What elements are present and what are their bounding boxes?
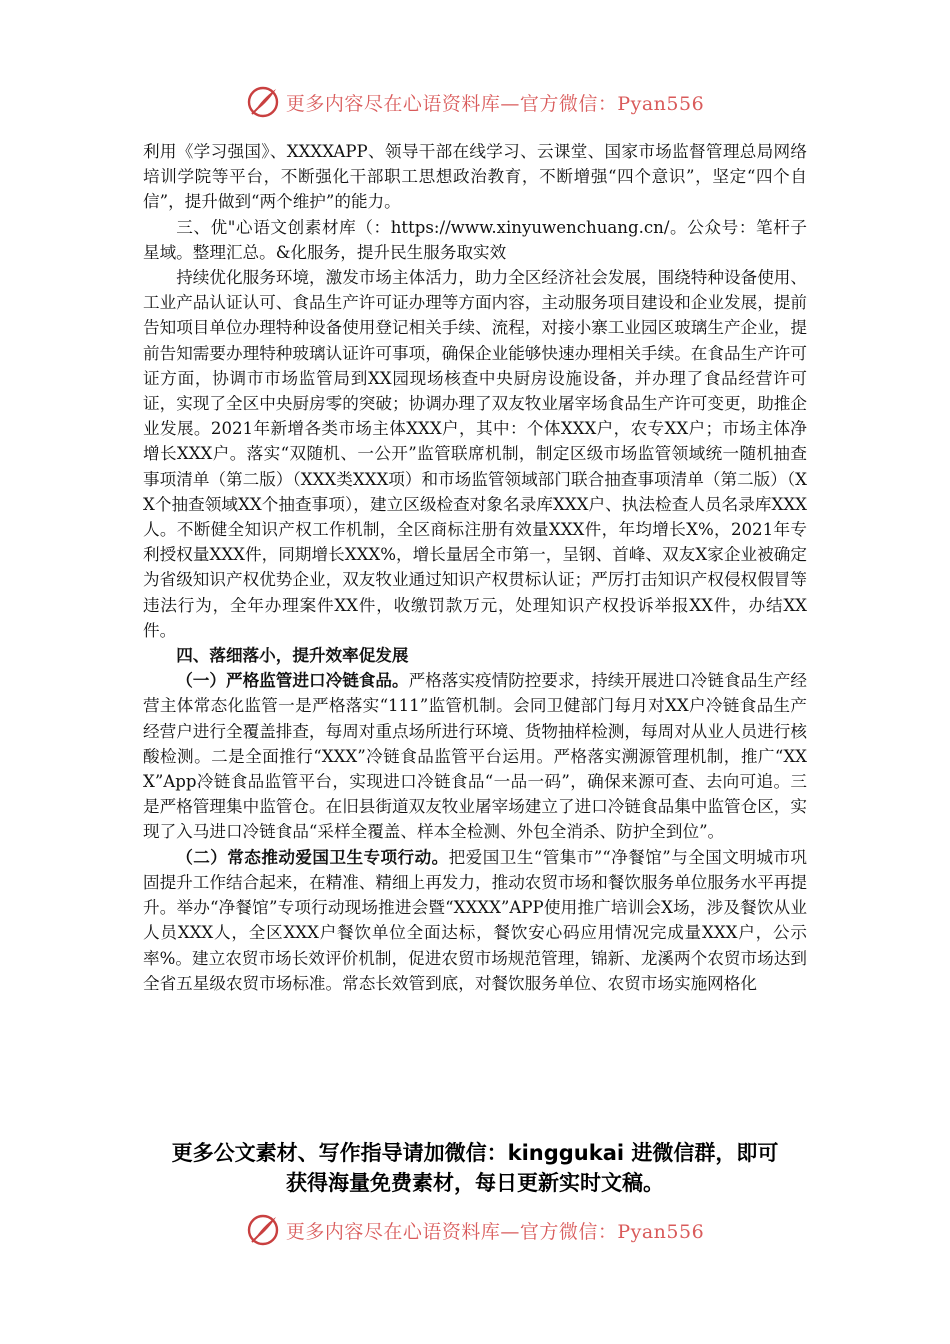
banner-text: 更多内容尽在心语资料库—官方微信：Pyan556 [285,92,705,115]
promo-line-2: 获得海量免费素材，每日更新实时文稿。 [286,1171,664,1195]
document-body [143,139,807,996]
banner-text: 更多内容尽在心语资料库—官方微信：Pyan556 [285,1220,705,1243]
section-heading-3: 三、优"心语文创素材库（：https://www.xinyuwenchuang.cn/。公众号：笔杆子星域。整理汇总。&化服务，提升民生服务取实效 [143,217,807,262]
paragraph-hygiene [143,845,807,996]
paragraph-intro: 利用《学习强国》、XXXXAPP、领导干部在线学习、云课堂、国家市场监督管理总局网络培训学院等平台，不断强化干部职工思想政治教育，不断增强“四个意识”，坚定“四个自信”，提升做到“两个维护”的能力。 [143,142,807,212]
subheading-cold-chain: （一）严格监管进口冷链食品。 [176,670,409,691]
quill-logo-icon [246,1213,280,1247]
paragraph-cold-chain [143,668,807,844]
quill-logo-icon [246,85,280,119]
footer-banner [0,1210,950,1250]
paragraph-service: 持续优化服务环境，激发市场主体活力，助力全区经济社会发展，围绕特种设备使用、工业产品认证认可、食品生产许可证办理等方面内容，主动服务项目建设和企业发展，提前告知项目单位办理特种设备使用登记相关手续、流程，对接小寨工业园区玻璃生产企业，提前告知需要办理特种玻璃认证许可事项，确保企业能够快速办理相关手续。在食品生产许可证方面，协调市市场监管局到XX园现场核查中央厨房设施设备，并办理了食品经营许可证，实现了全区中央厨房零的突破；协调办理了双友牧业屠宰场食品生产许可变更，助推企业发展。2021年新增各类市场主体XXX户，其中：个体XXX户，农专XX户；市场主体净增长XXX户。落实“双随机、一公开”监管联席机制，制定区级市场监管领域统一随机抽查事项清单（第二版）（XXX类XXX项）和市场监管领域部门联合抽查事项清单（第二版）（XX个抽查领域XX个抽查事项），建立区级检查对象名录库XXX户、执法检查人员名录库XXX人。不断健全知识产权工作机制，全区商标注册有效量XXX件，年均增长X%，2021年专利授权量XXX件，同期增长XXX%，增长量居全市第一，呈钢、首峰、双友X家企业被确定为省级知识产权优势企业，双友牧业通过知识产权贯标认证；严厉打击知识产权侵权假冒等违法行为，全年办理案件XX件，收缴罚款万元，处理知识产权投诉举报XX件，办结XX件。 [143,268,807,640]
promo-line-1: 更多公文素材、写作指导请加微信：kinggukai 进微信群，即可 [171,1141,779,1165]
promo-block [120,1138,830,1198]
cold-chain-text: 严格落实疫情防控要求，持续开展进口冷链食品生产经营主体常态化监管一是严格落实“111”监管机制。会同卫健部门每月对XX户冷链食品生产经营户进行全覆盖排查，每周对重点场所进行环境、货物抽样检测，每周对从业人员进行核酸检测。二是全面推行“XXX”冷链食品监管平台运用。严格落实溯源管理机制，推广“XXX”App冷链食品监管平台，实现进口冷链食品“一品一码”，确保来源可查、去向可追。三是严格管理集中监管仓。在旧县街道双友牧业屠宰场建立了进口冷链食品集中监管仓区，实现了入马进口冷链食品“采样全覆盖、样本全检测、外包全消杀、防护全到位”。 [143,671,807,842]
subheading-hygiene: （二）常态推动爱国卫生专项行动。 [176,846,449,867]
section-heading-4: 四、落细落小，提升效率促发展 [176,645,409,666]
hygiene-text: 把爱国卫生“管集市”“净餐馆”与全国文明城市巩固提升工作结合起来，在精准、精细上再发力，推动农贸市场和餐饮服务单位服务水平再提升。举办“净餐馆”专项行动现场推进会暨“XXXX”APP使用推广培训会X场，涉及餐饮从业人员XXX人，全区XXX户餐饮单位全面达标，餐饮安心码应用情况完成量XXX户，公示率%。建立农贸市场长效评价机制，促进农贸市场规范管理，锦新、龙溪两个农贸市场达到全省五星级农贸市场标准。常态长效管到底，对餐饮服务单位、农贸市场实施网格化 [143,847,808,993]
header-banner [0,82,950,122]
